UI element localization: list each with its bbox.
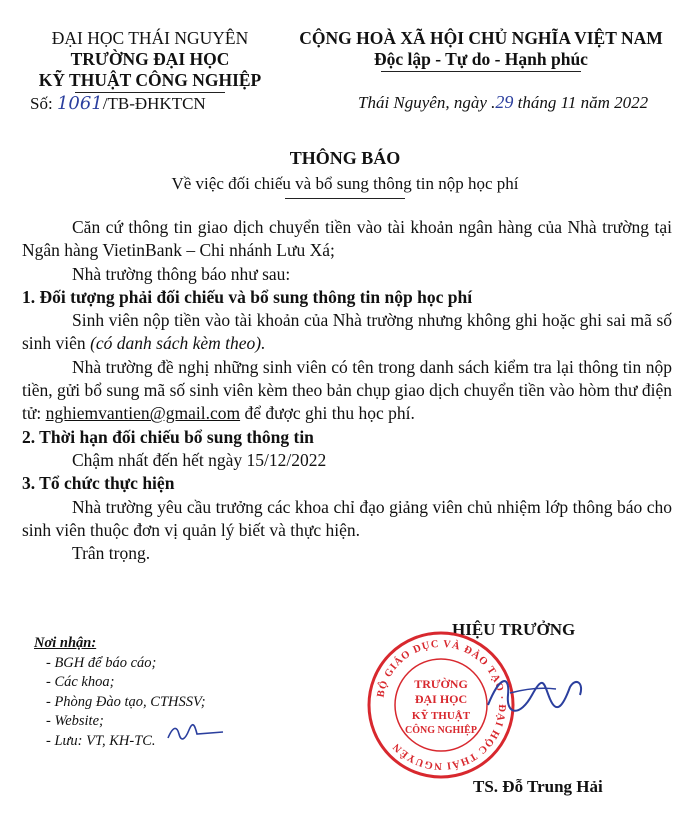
s1p1-text: Sinh viên nộp tiền vào tài khoản của Nhà trường nhưng không ghi hoặc ghi sai mã số sinh viên bbox=[22, 310, 672, 354]
section-2-title: 2. Thời hạn đối chiếu bổ sung thông tin bbox=[22, 426, 314, 447]
handwritten-signature-icon bbox=[480, 665, 590, 725]
seal-line-4: CÔNG NGHIỆP bbox=[405, 725, 477, 736]
document-subtitle bbox=[0, 174, 690, 199]
seal-line-1: TRƯỜNG bbox=[414, 677, 468, 691]
announce-paragraph: Nhà trường thông báo như sau: bbox=[72, 263, 291, 284]
document-body bbox=[22, 216, 672, 565]
s1p1-italic: (có danh sách kèm theo). bbox=[90, 333, 266, 354]
document-date bbox=[358, 92, 648, 113]
recipient-item: - BGH để báo cáo; bbox=[46, 654, 157, 671]
initials-signature-icon bbox=[165, 722, 227, 744]
issuer-name-line2: KỸ THUẬT CÔNG NGHIỆP bbox=[38, 70, 262, 90]
date-day: 29 bbox=[495, 92, 514, 112]
s1p2-text: Nhà trường đề nghị những sinh viên có tên trong danh sách kiểm tra lại thông tin nộp tiền, gửi bổ sung mã số sinh viên kèm theo bản chụp giao dịch chuyển tiền vào hòm thư điện tử: bbox=[22, 356, 672, 424]
issuer-name-line1: TRƯỜNG ĐẠI HỌC bbox=[70, 49, 230, 69]
section-3-paragraph: Nhà trường yêu cầu trưởng các khoa chỉ đạo giảng viên chủ nhiệm lớp thông báo cho sinh viên thuộc đơn vị quản lý biết và thực hiện. bbox=[22, 496, 672, 540]
signer-position: HIỆU TRƯỞNG bbox=[452, 620, 576, 639]
recipient-item: - Lưu: VT, KH-TC. bbox=[46, 732, 156, 749]
seal-line-2: ĐẠI HỌC bbox=[414, 692, 468, 706]
section-1-title: 1. Đối tượng phải đối chiếu và bổ sung thông tin nộp học phí bbox=[22, 286, 473, 307]
document-title: THÔNG BÁO bbox=[289, 148, 401, 168]
national-header bbox=[274, 28, 688, 72]
s1p2-end: để được ghi thu học phí. bbox=[240, 403, 415, 424]
date-suffix: tháng 11 năm 2022 bbox=[513, 93, 649, 112]
closing-line: Trân trọng. bbox=[72, 543, 151, 564]
signer-name: TS. Đỗ Trung Hải bbox=[473, 777, 603, 796]
section-1-paragraph-2 bbox=[22, 356, 672, 426]
issuer-parent: ĐẠI HỌC THÁI NGUYÊN bbox=[51, 28, 249, 48]
date-prefix: Thái Nguyên, ngày . bbox=[358, 93, 496, 112]
recipient-item: - Các khoa; bbox=[46, 674, 115, 690]
subtitle-text: Về việc đối chiếu và bổ sung thông tin nộp học phí bbox=[171, 174, 519, 193]
seal-outer-text: BỘ GIÁO DỤC VÀ ĐÀO TẠO · ĐẠI HỌC THÁI NGUYÊN bbox=[375, 638, 508, 772]
recipient-item: - Website; bbox=[46, 713, 104, 729]
seal-line-3: KỸ THUẬT bbox=[411, 710, 471, 722]
section-3-title: 3. Tổ chức thực hiện bbox=[22, 473, 175, 494]
recipient-item: - Phòng Đào tạo, CTHSSV; bbox=[46, 693, 206, 710]
national-motto: Độc lập - Tự do - Hạnh phúc bbox=[374, 49, 588, 69]
doc-number-value: 1061 bbox=[56, 93, 103, 114]
motto-underline bbox=[381, 71, 581, 72]
doc-number-prefix: Số: bbox=[30, 94, 57, 113]
section-2-paragraph: Chậm nhất đến hết ngày 15/12/2022 bbox=[72, 449, 327, 470]
contact-email-link[interactable]: nghiemvantien@gmail.com bbox=[45, 403, 241, 424]
issuer-header bbox=[0, 28, 300, 93]
subtitle-underline bbox=[285, 198, 405, 199]
national-title: CỘNG HOÀ XÃ HỘI CHỦ NGHĨA VIỆT NAM bbox=[299, 28, 663, 48]
section-1-paragraph-1 bbox=[22, 309, 672, 356]
doc-number-suffix: /TB-ĐHKTCN bbox=[102, 94, 206, 113]
document-number bbox=[30, 93, 206, 114]
recipients-heading: Nơi nhận: bbox=[34, 635, 97, 651]
intro-paragraph: Căn cứ thông tin giao dịch chuyển tiền vào tài khoản ngân hàng của Nhà trường tại Ngân hàng VietinBank – Chi nhánh Lưu Xá; bbox=[22, 217, 672, 261]
